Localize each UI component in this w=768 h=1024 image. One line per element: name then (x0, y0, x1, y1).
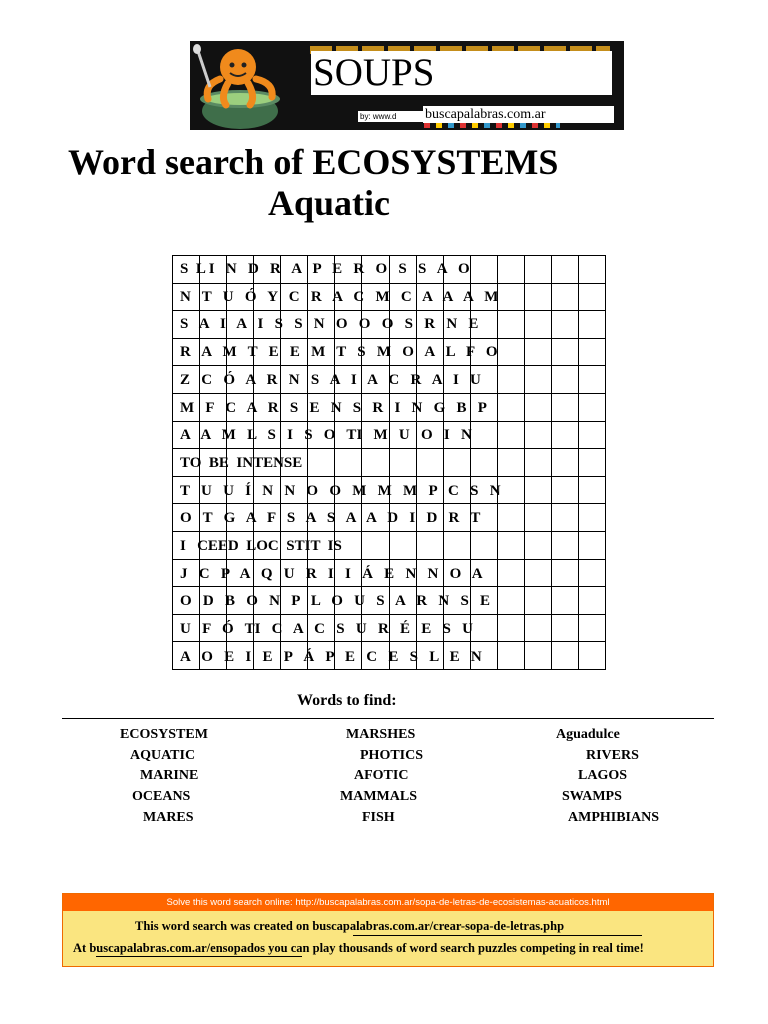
grid-cell[interactable] (551, 256, 578, 284)
grid-cell[interactable] (524, 393, 551, 421)
word-item: RIVERS (586, 747, 639, 763)
link-underline (96, 956, 302, 957)
solve-online-link[interactable]: Solve this word search online: http://buscapalabras.com.ar/sopa-de-letras-de-ecosistemas-acuaticos.html (63, 894, 713, 911)
grid-row-letters: R A M T E E M T S M O A L F O (180, 344, 498, 361)
play-online-text[interactable]: At buscapalabras.com.ar/ensopados you can play thousands of word search puzzles competing in real time! (73, 941, 644, 955)
grid-cell[interactable] (551, 283, 578, 311)
grid-cell[interactable] (524, 559, 551, 587)
grid-cell[interactable] (551, 476, 578, 504)
octopus-pot-icon (190, 41, 290, 130)
words-heading: Words to find: (297, 692, 397, 709)
grid-cell[interactable] (551, 311, 578, 339)
grid-row-letters: A O E I E P Á P E C E S L E N (180, 648, 482, 665)
grid-cell[interactable] (524, 311, 551, 339)
grid-cell[interactable] (497, 476, 524, 504)
grid-cell[interactable] (497, 393, 524, 421)
word-item: MAMMALS (340, 789, 417, 805)
word-item: AQUATIC (130, 747, 196, 763)
grid-cell[interactable] (551, 559, 578, 587)
grid-cell[interactable] (578, 256, 605, 284)
grid-cell[interactable] (578, 504, 605, 532)
grid-cell[interactable] (578, 311, 605, 339)
grid-cell[interactable] (497, 504, 524, 532)
grid-cell[interactable] (470, 449, 497, 477)
grid-cell[interactable] (578, 476, 605, 504)
page-title: Word search of ECOSYSTEMS (68, 142, 559, 182)
grid-cell[interactable] (308, 449, 335, 477)
word-item: MARES (143, 809, 194, 825)
grid-cell[interactable] (578, 531, 605, 559)
grid-cell[interactable] (497, 531, 524, 559)
grid-row-letters: M F C A R S E N S R I N G B P (180, 399, 487, 416)
grid-cell[interactable] (524, 587, 551, 615)
grid-row-letters: I CEED LOC STIT IS (180, 538, 342, 554)
grid-cell[interactable] (578, 393, 605, 421)
grid-cell[interactable] (497, 642, 524, 670)
grid-cell[interactable] (551, 338, 578, 366)
grid-cell[interactable] (551, 587, 578, 615)
grid-cell[interactable] (578, 642, 605, 670)
grid-row-letters: J C P A Q U R I I Á E N N O A (180, 565, 483, 582)
grid-cell[interactable] (551, 504, 578, 532)
grid-cell[interactable] (335, 449, 362, 477)
word-item: LAGOS (578, 768, 628, 784)
word-item: MARINE (140, 768, 199, 784)
grid-cell[interactable] (524, 256, 551, 284)
grid-cell[interactable] (470, 614, 497, 642)
grid-cell[interactable] (416, 449, 443, 477)
grid-row-letters: N T U Ó Y C R A C M C A A A M (180, 288, 499, 305)
by-label: by: www.d (358, 111, 424, 122)
grid-cell[interactable] (551, 449, 578, 477)
grid-cell[interactable] (497, 587, 524, 615)
grid-cell[interactable] (524, 504, 551, 532)
grid-cell[interactable] (524, 642, 551, 670)
grid-cell[interactable] (524, 531, 551, 559)
word-item: Aguadulce (556, 727, 620, 742)
grid-cell[interactable] (497, 311, 524, 339)
grid-row-letters: T U U Í N N O O M M M P C S N (180, 482, 501, 499)
grid-cell[interactable] (443, 531, 470, 559)
word-item: MARSHES (346, 727, 416, 742)
grid-cell[interactable] (551, 393, 578, 421)
grid-cell[interactable] (497, 338, 524, 366)
site-link[interactable]: buscapalabras.com.ar (423, 106, 614, 123)
grid-cell[interactable] (524, 449, 551, 477)
grid-row-letters: S A I A I S S N O O O S R N E (180, 316, 479, 333)
grid-row-letters: TO BE INTENSE (180, 454, 303, 471)
grid-row-letters: A A M L S I S O TI M U O I N (180, 427, 472, 444)
grid-cell[interactable] (497, 614, 524, 642)
grid-cell[interactable] (497, 366, 524, 394)
grid-cell[interactable] (578, 421, 605, 449)
grid-cell[interactable] (470, 256, 497, 284)
grid-cell[interactable] (497, 283, 524, 311)
grid-cell[interactable] (524, 338, 551, 366)
grid-row-letters: Z C Ó A R N S A I A C R A I U (180, 371, 481, 388)
color-dots-decoration (424, 123, 560, 128)
grid-cell[interactable] (578, 283, 605, 311)
divider (62, 718, 714, 719)
grid-cell[interactable] (497, 421, 524, 449)
grid-cell[interactable] (497, 449, 524, 477)
grid-cell[interactable] (362, 531, 389, 559)
word-item: PHOTICS (360, 747, 424, 763)
grid-row-letters: O D B O N P L O U S A R N S E (180, 593, 491, 610)
logo-text: SOUPS (311, 51, 612, 95)
grid-cell[interactable] (524, 283, 551, 311)
grid-cell[interactable] (524, 421, 551, 449)
grid-row-letters: U F Ó TI C A C S U R É E S U (180, 621, 473, 638)
grid-cell[interactable] (497, 559, 524, 587)
word-item: SWAMPS (562, 789, 622, 805)
grid-cell[interactable] (551, 642, 578, 670)
grid-cell[interactable] (443, 449, 470, 477)
word-item: AFOTIC (354, 768, 409, 784)
grid-cell[interactable] (578, 366, 605, 394)
grid-cell[interactable] (389, 449, 416, 477)
grid-cell[interactable] (578, 614, 605, 642)
page-subtitle: Aquatic (268, 183, 391, 223)
grid-cell[interactable] (497, 256, 524, 284)
word-item: FISH (362, 809, 395, 825)
grid-cell[interactable] (524, 366, 551, 394)
grid-row-letters: S L I N D R A P E R O S S A O (180, 261, 470, 277)
grid-cell[interactable] (416, 531, 443, 559)
grid-cell[interactable] (524, 476, 551, 504)
grid-cell[interactable] (524, 614, 551, 642)
grid-cell[interactable] (551, 421, 578, 449)
word-item: OCEANS (132, 789, 191, 805)
link-underline (353, 935, 642, 936)
grid-cell[interactable] (551, 614, 578, 642)
word-item: ECOSYSTEM (120, 727, 208, 742)
footer-box (62, 893, 714, 967)
grid-cell[interactable] (578, 338, 605, 366)
word-item: AMPHIBIANS (568, 809, 660, 825)
grid-cell[interactable] (551, 531, 578, 559)
created-on-text[interactable]: This word search was created on buscapalabras.com.ar/crear-sopa-de-letras.php (135, 919, 565, 933)
grid-cell[interactable] (470, 531, 497, 559)
grid-cell[interactable] (551, 366, 578, 394)
grid-cell[interactable] (578, 559, 605, 587)
grid-cell[interactable] (362, 449, 389, 477)
grid-cell[interactable] (389, 531, 416, 559)
grid-row-letters: O T G A F S A S A A D I D R T (180, 510, 481, 527)
grid-cell[interactable] (578, 449, 605, 477)
site-banner[interactable] (190, 41, 624, 130)
grid-cell[interactable] (578, 587, 605, 615)
grid-cell[interactable] (470, 421, 497, 449)
